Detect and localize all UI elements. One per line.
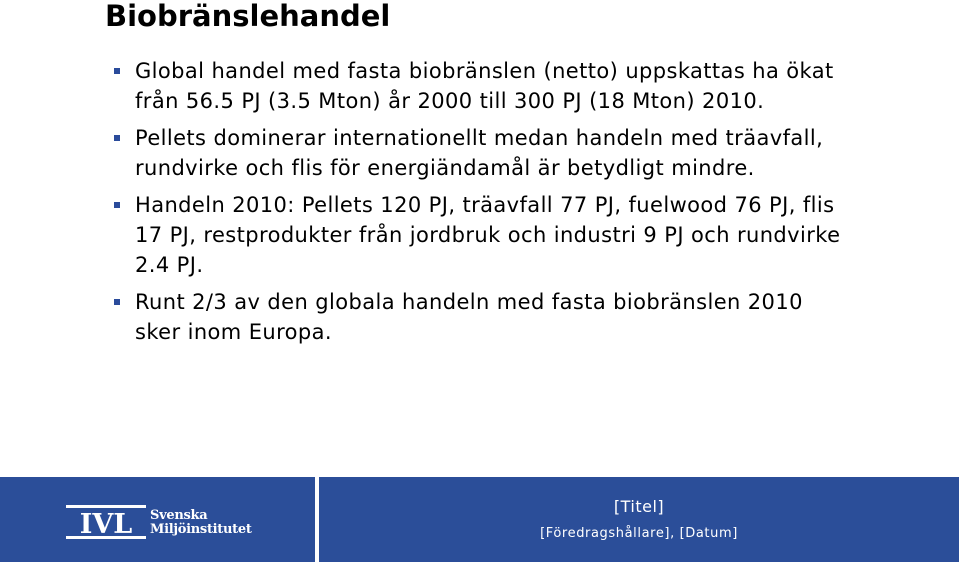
bullet-item — [114, 56, 844, 116]
footer-info-panel — [319, 477, 959, 562]
ivl-logo-text: IVL — [79, 509, 133, 539]
square-bullet-icon — [114, 68, 120, 74]
footer-title: [Titel] — [613, 497, 665, 516]
square-bullet-icon — [114, 135, 120, 141]
square-bullet-icon — [114, 299, 120, 305]
bullet-text: Pellets dominerar internationellt medan handeln med träavfall, rundvirke och flis för energiändamål är betydligt mindre. — [135, 126, 824, 180]
bullet-item — [114, 287, 844, 347]
logo-text-line1: Svenska — [150, 508, 208, 523]
slide-title: Biobränslehandel — [105, 0, 391, 33]
footer-presenter-date: [Föredragshållare], [Datum] — [540, 526, 738, 541]
bullet-item — [114, 123, 844, 183]
ivl-logo — [66, 505, 256, 539]
bullet-text: Global handel med fasta biobränslen (netto) uppskattas ha ökat från 56.5 PJ (3.5 Mton) år 2000 till 300 PJ (18 Mton) 2010. — [135, 59, 834, 113]
footer-logo-panel — [0, 477, 315, 562]
logo-text-line2: Miljöinstitutet — [150, 522, 252, 537]
bullet-item — [114, 190, 844, 280]
bullet-text: Runt 2/3 av den globala handeln med fasta biobränslen 2010 sker inom Europa. — [135, 290, 803, 344]
bullet-list — [114, 56, 844, 354]
square-bullet-icon — [114, 202, 120, 208]
footer-bar — [0, 477, 959, 562]
ivl-logo-mark-icon — [66, 505, 146, 539]
bullet-text: Handeln 2010: Pellets 120 PJ, träavfall 77 PJ, fuelwood 76 PJ, flis 17 PJ, restprodukter från jordbruk och industri 9 PJ och rundvirke 2.4 PJ. — [135, 193, 841, 277]
